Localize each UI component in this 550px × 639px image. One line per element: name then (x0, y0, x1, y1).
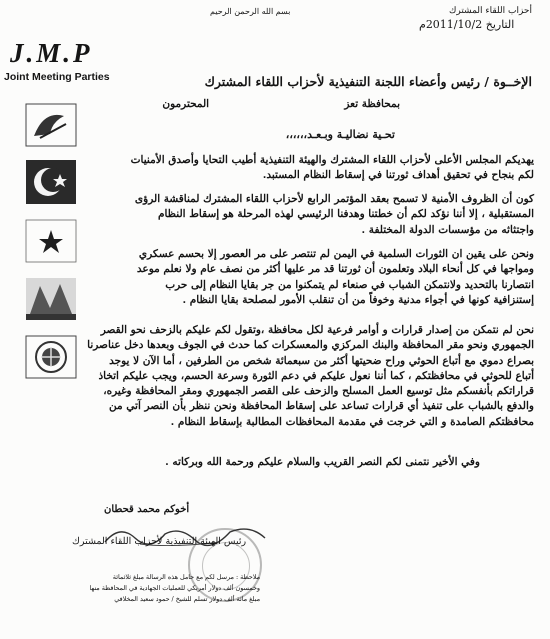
footnote-line: وخمسون ألف دولار أمريكي للعمليات الجهادية في المحافظة منها (89, 584, 260, 592)
party-logo-1-icon (20, 100, 82, 150)
footnote-line: مبلغ مائة ألف دولار تسلم للشيخ / حمود سعيد المخلافي (114, 595, 260, 603)
paragraph-4-line: محافظتكم الصامدة و التي خرجت في مقدمة المحافظات المطالبة بإسقاط النظام . (170, 415, 534, 428)
paragraph-1-line: يهديكم المجلس الأعلى لأحزاب اللقاء المشترك والهيئة التنفيذية أطيب التحايا وأصدق الأمنيات (130, 154, 534, 166)
signature-name: أخوكم محمد قحطان (104, 504, 190, 515)
party-logo-5-icon (20, 332, 82, 382)
recipient-line-2: بمحافظة تعز المحترمون (162, 98, 400, 110)
paragraph-3-line: انتصارنا بالتحديد ولانتمكن الشباب في صنعاء لم يتمكنوا من جر بقايا النظام إلى حرب (165, 278, 534, 291)
paragraph-3-line: ونحن على يقين ان الثورات السلمية في اليمن لم تنتصر على مر العصور إلا بحسم عسكري (138, 248, 534, 260)
paragraph-2 (135, 192, 534, 238)
paragraph-4-line: قراراتكم بأنفسكم مثل توسيع العمل المسلح والزحف على القصر الجمهوري ومقر المحافظة وغيره، (103, 385, 534, 398)
paragraph-4-line: نحن لم نتمكن من إصدار قرارات و أوامر فرعية لكل محافظة ،وتقول لكم عليكم بالزحف نحو القصر (100, 324, 534, 336)
paragraph-4-line: بصراع دموي مع أتباع الحوثي وراح ضحيتها أكثر من سبعمائة شخص من الطرفين ، أما الآن لا يوجد (109, 354, 534, 367)
footnote-line: ملاحظة : مرسل لكم مع حامل هذه الرسالة مبلغ ثلاثمائة (112, 573, 260, 581)
paragraph-1-line: لكم بنجاح في تحقيق أهداف ثورتنا في إسقاط النظام المستبد. (262, 169, 534, 182)
footnote (10, 572, 260, 605)
paragraph-2-line: واجتثاثه من مؤسسات الدولة المختلفة . (361, 223, 534, 236)
paragraph-1 (131, 153, 534, 184)
star-logo-icon (20, 216, 82, 266)
header-org-name: أحزاب اللقاء المشترك (448, 6, 532, 16)
paragraph-4-line: أتباع للحوثي في محافظتكم ، كما أننا نعول عليكم في دعم الثورة وسرعة الحسم، ويجب عليكم اتخاذ (98, 369, 534, 382)
greeting: تحـية نضاليـة وبـعـد،،،،،، (285, 128, 395, 141)
recipient-line-1: الإخــوة / رئيس وأعضاء اللجنة التنفيذية لأحزاب اللقاء المشترك (204, 74, 532, 89)
crescent-logo-icon (20, 158, 82, 208)
paragraph-4-line: الجمهوري ونحو مقر المحافظة والبنك المركزي والمعسكرات كما حدث في الجوف وبعدها دخل عناصرنا (87, 339, 534, 352)
paragraph-2-line: المستقبلية ، إلا أننا نؤكد لكم أن خطتنا وهدفنا الرئيسي لهذه المرحلة هو إسقاط النظام (157, 208, 534, 221)
paragraph-3 (137, 247, 534, 308)
paragraph-4 (87, 323, 534, 430)
party-logos-column (20, 100, 84, 390)
jmp-logo-english: Joint Meeting Parties (4, 71, 110, 83)
jmp-logo-text: J.M.P (10, 38, 93, 68)
signature-title: رئيس الهيئة التنفيذية لأحزاب اللقاء المشترك (72, 536, 247, 547)
paragraph-3-line: ومواجها في كل أنحاء البلاد وتعلمون أن ثورتنا قد مر عليها أكثر من نصف عام ولا نعلم موعد (136, 263, 534, 276)
paragraph-2-line: كون أن الظروف الأمنية لا تسمح بعقد المؤتمر الرابع لأحزاب اللقاء المشترك لمناقشة الرؤى (134, 193, 534, 205)
party-logo-4-icon (20, 274, 82, 324)
paragraph-4-line: والدفع بالشباب على تنفيذ أي قرارات تساعد على إسقاط المحافظة ونحن ننظر بأن النصر آتي من (109, 400, 534, 413)
date-label: التاريخ 2011/10/2م (419, 18, 515, 31)
paragraph-3-line: إستنزافية كونها في أجواء مدنية وخوفاً من أن تنقلب الأمور لمصلحة بقايا النظام . (182, 293, 534, 306)
closing-line: وفي الأخير نتمنى لكم النصر القريب والسلام عليكم ورحمة الله وبركاته . (165, 456, 480, 468)
basmala: بسم الله الرحمن الرحيم (210, 7, 291, 16)
